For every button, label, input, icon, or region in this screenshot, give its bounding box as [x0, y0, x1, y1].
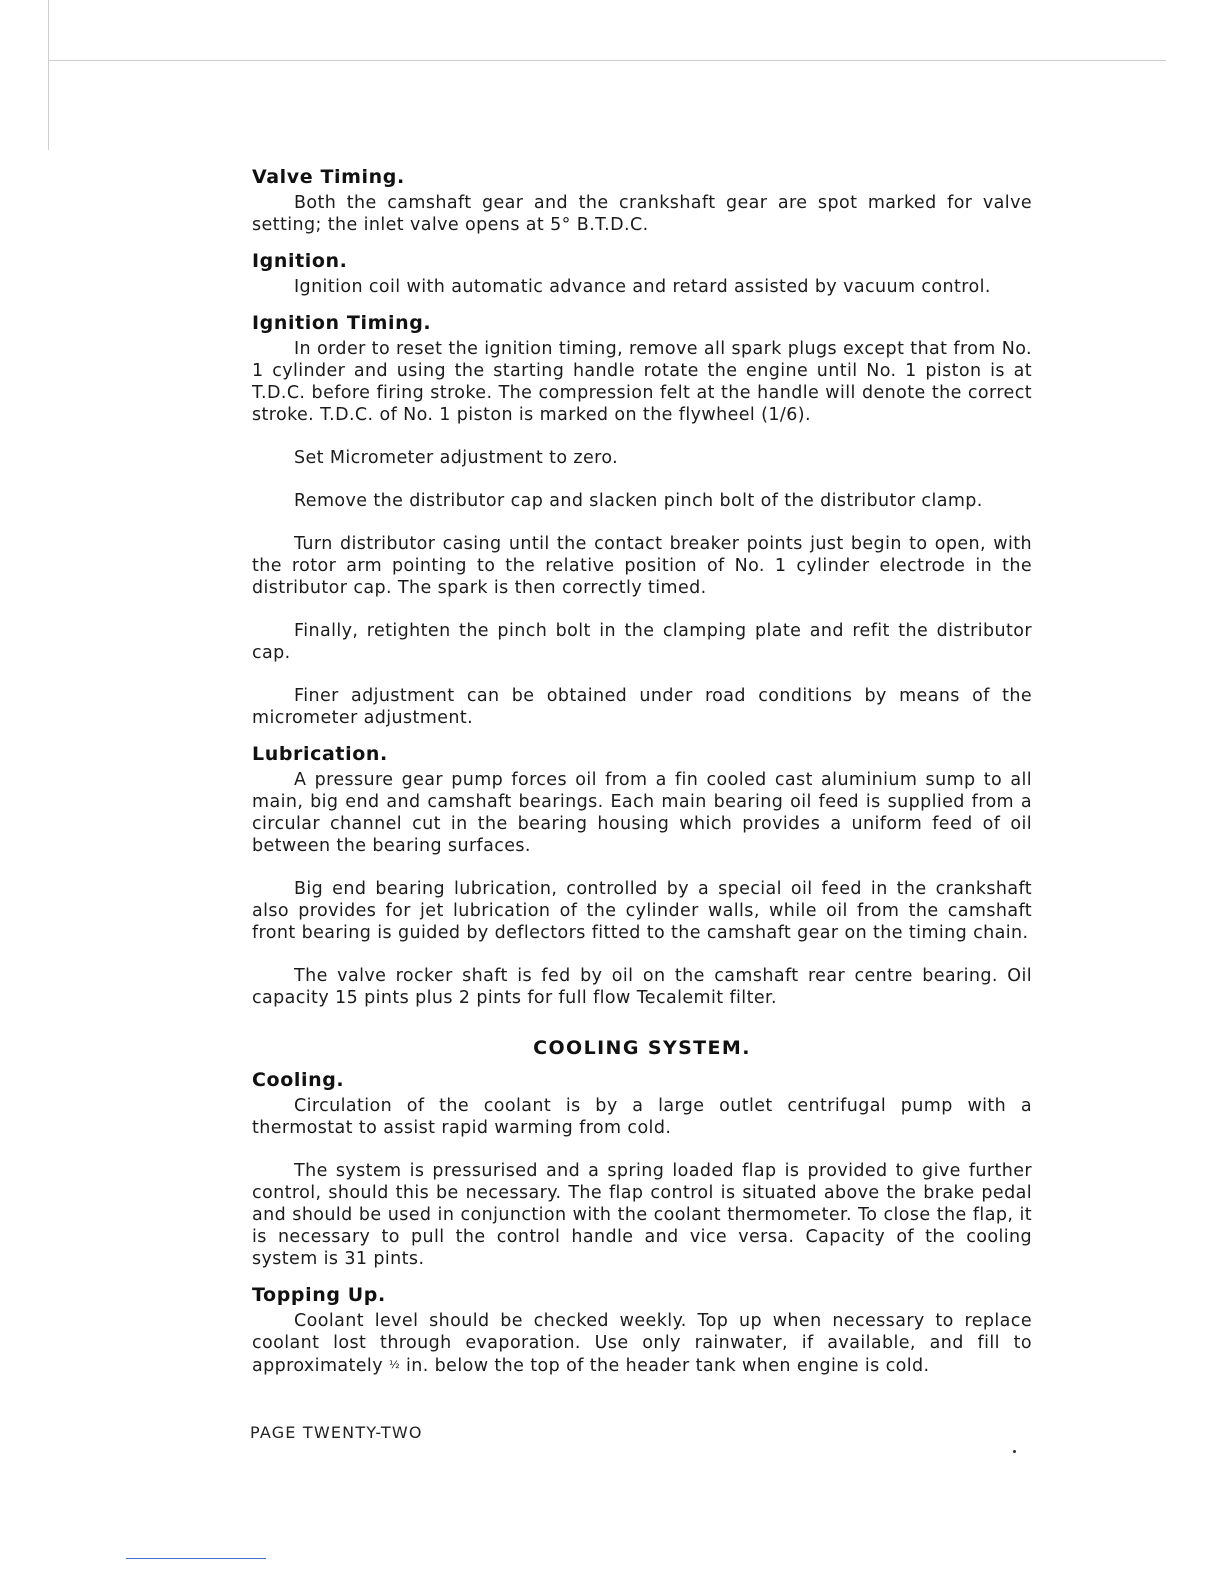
- section-heading: Topping Up.: [252, 1284, 386, 1306]
- paragraph: Set Micrometer adjustment to zero.: [294, 448, 619, 468]
- scan-edge-left: [48, 0, 49, 150]
- section-heading: Ignition.: [252, 250, 348, 272]
- paragraph: The valve rocker shaft is fed by oil on the camshaft rear centre bearing. Oil capacity 15 pints plus 2 pints for full flow Tecalemit filter.: [252, 966, 1032, 1008]
- paragraph-text: in. below the top of the header tank when engine is cold.: [405, 1356, 930, 1376]
- paragraph: In order to reset the ignition timing, remove all spark plugs except that from No. 1 cylinder and using the starting handle rotate the engine until No. 1 piston is at T.D.C. before firing stroke. The compression felt at the handle will denote the correct stroke. T.D.C. of No. 1 piston is marked on the flywheel (1/6).: [252, 339, 1032, 425]
- paragraph: Finally, retighten the pinch bolt in the clamping plate and refit the distributor cap.: [252, 621, 1032, 663]
- section-ignition-timing: [252, 312, 1032, 729]
- paragraph: The system is pressurised and a spring loaded flap is provided to give further control, should this be necessary. The flap control is situated above the brake pedal and should be used in conjunction with the coolant thermometer. To close the flap, it is necessary to pull the control handle and vice versa. Capacity of the cooling system is 31 pints.: [252, 1161, 1032, 1269]
- paragraph: Circulation of the coolant is by a large outlet centrifugal pump with a thermostat to assist rapid warming from cold.: [252, 1096, 1032, 1138]
- paragraph: [252, 1310, 1032, 1377]
- paragraph: A pressure gear pump forces oil from a fin cooled cast aluminium sump to all main, big end and camshaft bearings. Each main bearing oil feed is supplied from a circular channel cut in the bearing housing which provides a uniform feed of oil between the bearing surfaces.: [252, 770, 1032, 856]
- section-heading: Ignition Timing.: [252, 312, 432, 334]
- paragraph-text: Coolant level should be checked weekly. Top up when necessary to replace coolant lost through evaporation. Use only rainwater, if available, and fill to approximately: [252, 1311, 1032, 1376]
- cooling-system-heading: COOLING SYSTEM.: [533, 1037, 751, 1059]
- paragraph: Remove the distributor cap and slacken pinch bolt of the distributor clamp.: [294, 491, 983, 511]
- section-ignition: [252, 250, 1032, 298]
- paragraph: Both the camshaft gear and the crankshaft gear are spot marked for valve setting; the inlet valve opens at 5° B.T.D.C.: [252, 193, 1032, 235]
- page-footer: PAGE TWENTY-TWO: [250, 1423, 423, 1442]
- paragraph: Turn distributor casing until the contact breaker points just begin to open, with the rotor arm pointing to the relative position of No. 1 cylinder electrode in the distributor cap. The spark is then correctly timed.: [252, 534, 1032, 598]
- page-content: [252, 166, 1032, 1391]
- paragraph: Big end bearing lubrication, controlled by a special oil feed in the crankshaft also provides for jet lubrication of the cylinder walls, while oil from the camshaft front bearing is guided by deflectors fitted to the camshaft gear on the timing chain.: [252, 879, 1032, 943]
- scan-edge-bottom: [126, 1558, 266, 1559]
- section-topping-up: [252, 1284, 1032, 1377]
- paragraph: Finer adjustment can be obtained under road conditions by means of the micrometer adjustment.: [252, 686, 1032, 728]
- section-cooling: [252, 1069, 1032, 1270]
- section-heading: Valve Timing.: [252, 166, 405, 188]
- section-heading: Cooling.: [252, 1069, 345, 1091]
- paragraph: Ignition coil with automatic advance and retard assisted by vacuum control.: [294, 277, 991, 297]
- fraction-half: ½: [388, 1358, 400, 1371]
- section-heading: Lubrication.: [252, 743, 388, 765]
- section-lubrication: [252, 743, 1032, 1009]
- scan-edge-top: [48, 60, 1166, 61]
- scan-speck: [1013, 1450, 1016, 1453]
- section-valve-timing: [252, 166, 1032, 236]
